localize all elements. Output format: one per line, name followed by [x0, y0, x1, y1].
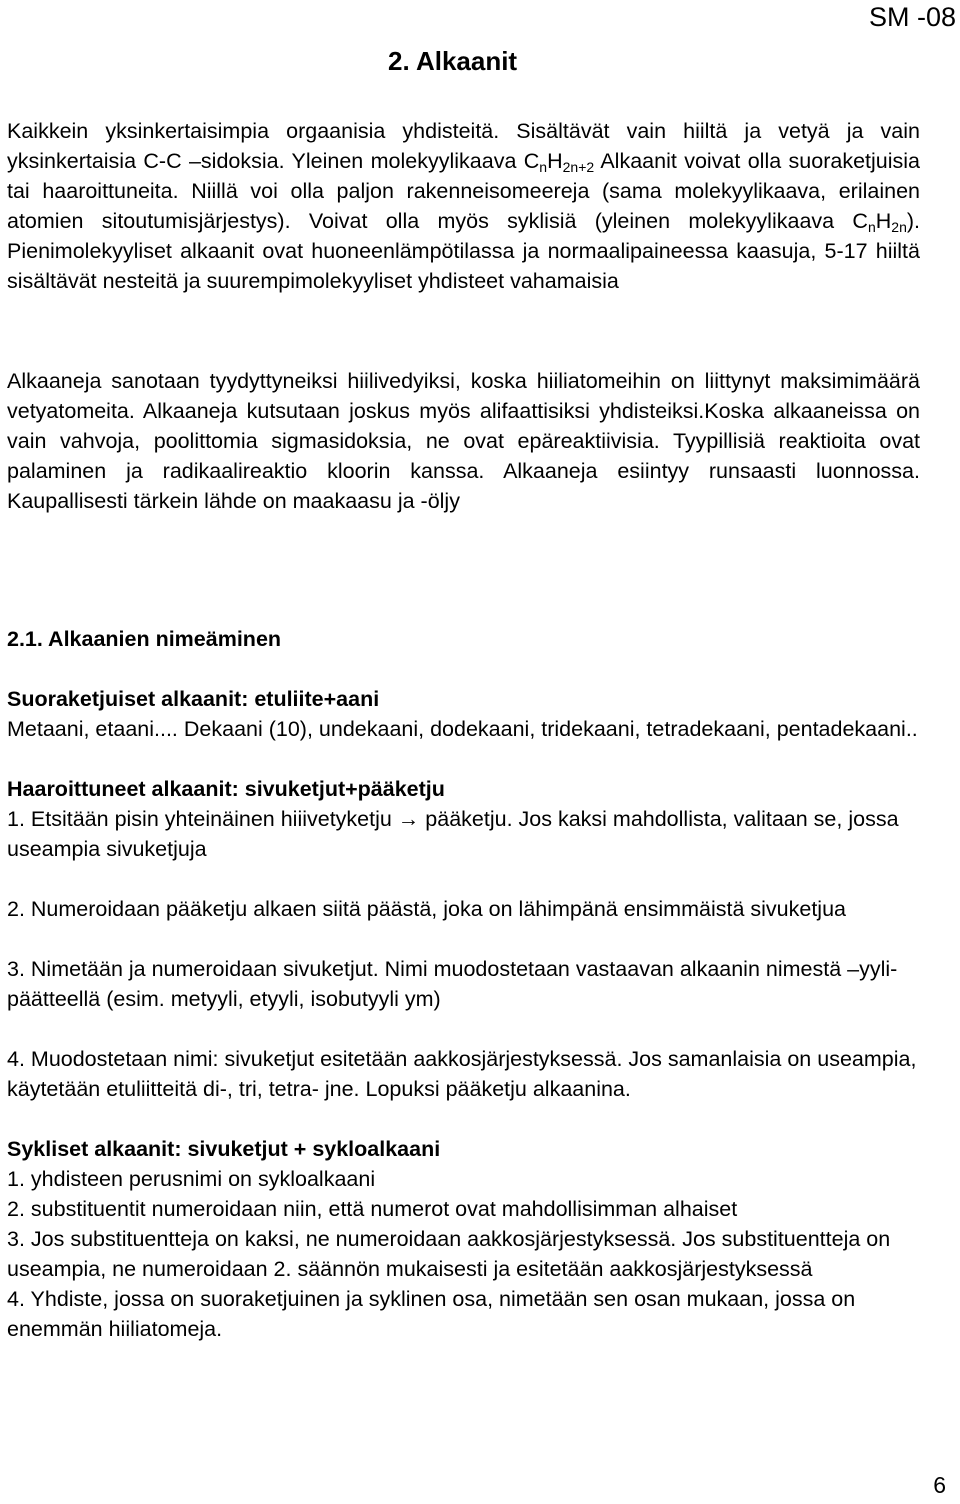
branched-step: 2. Numeroidaan pääketju alkaen siitä päästä, joka on lähimpänä ensimmäistä sivuketjua — [7, 897, 846, 921]
formula-c-subscript: n — [867, 219, 876, 235]
cyclic-heading: Sykliset alkaanit: sivuketjut + sykloalkaani — [7, 1137, 441, 1161]
intro-text-1: Kaikkein yksinkertaisimpia orgaanisia yhdisteitä. Sisältävät vain hiiltä ja vetyä ja vain yksinkertaisia C-C –sidoksia. Yleinen molekyylikaava — [7, 119, 920, 173]
document-code: SM -08 — [868, 2, 956, 32]
cyclic-step: 1. yhdisteen perusnimi on sykloalkaani — [7, 1167, 376, 1191]
formula-h-subscript: 2n — [891, 219, 907, 235]
formula-h: H — [547, 149, 563, 173]
intro-text-2: Alkaanit voivat olla suoraketjuisia tai haaroittuneita. Niillä voi olla paljon rakenneisomeereja (sama molekyylikaava, erilainen atomien sitoutumisjärjestys). Voivat olla myös syklisiä (yleinen molekyylikaava — [7, 149, 920, 233]
formula-c: C — [852, 209, 868, 233]
branched-heading: Haaroittuneet alkaanit: sivuketjut+pääketju — [7, 777, 445, 801]
straight-chain-text: Metaani, etaani.... Dekaani (10), undekaani, dodekaani, tridekaani, tetradekaani, pentadekaani.. — [7, 717, 918, 741]
branched-step: 4. Muodostetaan nimi: sivuketjut esitetään aakkosjärjestyksessä. Jos samanlaisia on useampia, käytetään etuliitteitä di-, tri, tetra- jne. Lopuksi pääketju alkaanina. — [7, 1047, 917, 1101]
properties-paragraph: Alkaaneja sanotaan tyydyttyneiksi hiilivedyiksi, koska hiiliatomeihin on liittynyt maksimimäärä vetyatomeita. Alkaaneja kutsutaan joskus myös alifaattisiksi yhdisteiksi.Koska alkaaneissa on vain vahvoja, poolittomia sigmasidoksia, ne ovat epäreaktiivisia. Tyypillisiä reaktioita ovat palaminen ja radikaalireaktio kloorin kanssa. Alkaaneja esiintyy runsaasti luonnossa. Kaupallisesti tärkein lähde on maakaasu ja -öljy — [7, 369, 920, 513]
formula-h: H — [875, 209, 892, 233]
cyclic-step: 4. Yhdiste, jossa on suoraketjuinen ja syklinen osa, nimetään sen osan mukaan, jossa on enemmän hiiliatomeja. — [7, 1287, 856, 1341]
cyclic-step: 3. Jos substituentteja on kaksi, ne numeroidaan aakkosjärjestyksessä. Jos substituentteja on useampia, ne numeroidaan 2. säännön mukaisesti ja esitetään aakkosjärjestyksessä — [7, 1227, 891, 1281]
formula-c-subscript: n — [539, 159, 548, 175]
intro-text-3: ). Pienimolekyyliset alkaanit ovat huoneenlämpötilassa ja normaalipaineessa kaasuja, 5-17 hiiltä sisältävät nesteitä ja suurempimolekyyliset yhdisteet vahamaisia — [7, 209, 920, 293]
formula-h-subscript: 2n+2 — [562, 159, 595, 175]
formula-c: C — [523, 149, 540, 173]
straight-chain-heading: Suoraketjuiset alkaanit: etuliite+aani — [7, 687, 380, 711]
branched-step: 1. Etsitään pisin yhteinäinen hiiivetyketju → pääketju. Jos kaksi mahdollista, valitaan se, jossa useampia sivuketjuja — [7, 807, 899, 861]
naming-section — [7, 624, 920, 1344]
formula-cycloalkane — [852, 209, 906, 233]
section-heading: 2.1. Alkaanien nimeäminen — [7, 627, 282, 651]
page-title: 2. Alkaanit — [388, 46, 518, 76]
formula-alkane — [524, 149, 594, 173]
cyclic-step: 2. substituentit numeroidaan niin, että numerot ovat mahdollisimman alhaiset — [7, 1197, 738, 1221]
branched-step: 3. Nimetään ja numeroidaan sivuketjut. Nimi muodostetaan vastaavan alkaanin nimestä –yyli-päätteellä (esim. metyyli, etyyli, isobutyyli ym) — [7, 957, 898, 1011]
intro-paragraph — [7, 116, 920, 296]
page-number: 6 — [933, 1472, 946, 1498]
